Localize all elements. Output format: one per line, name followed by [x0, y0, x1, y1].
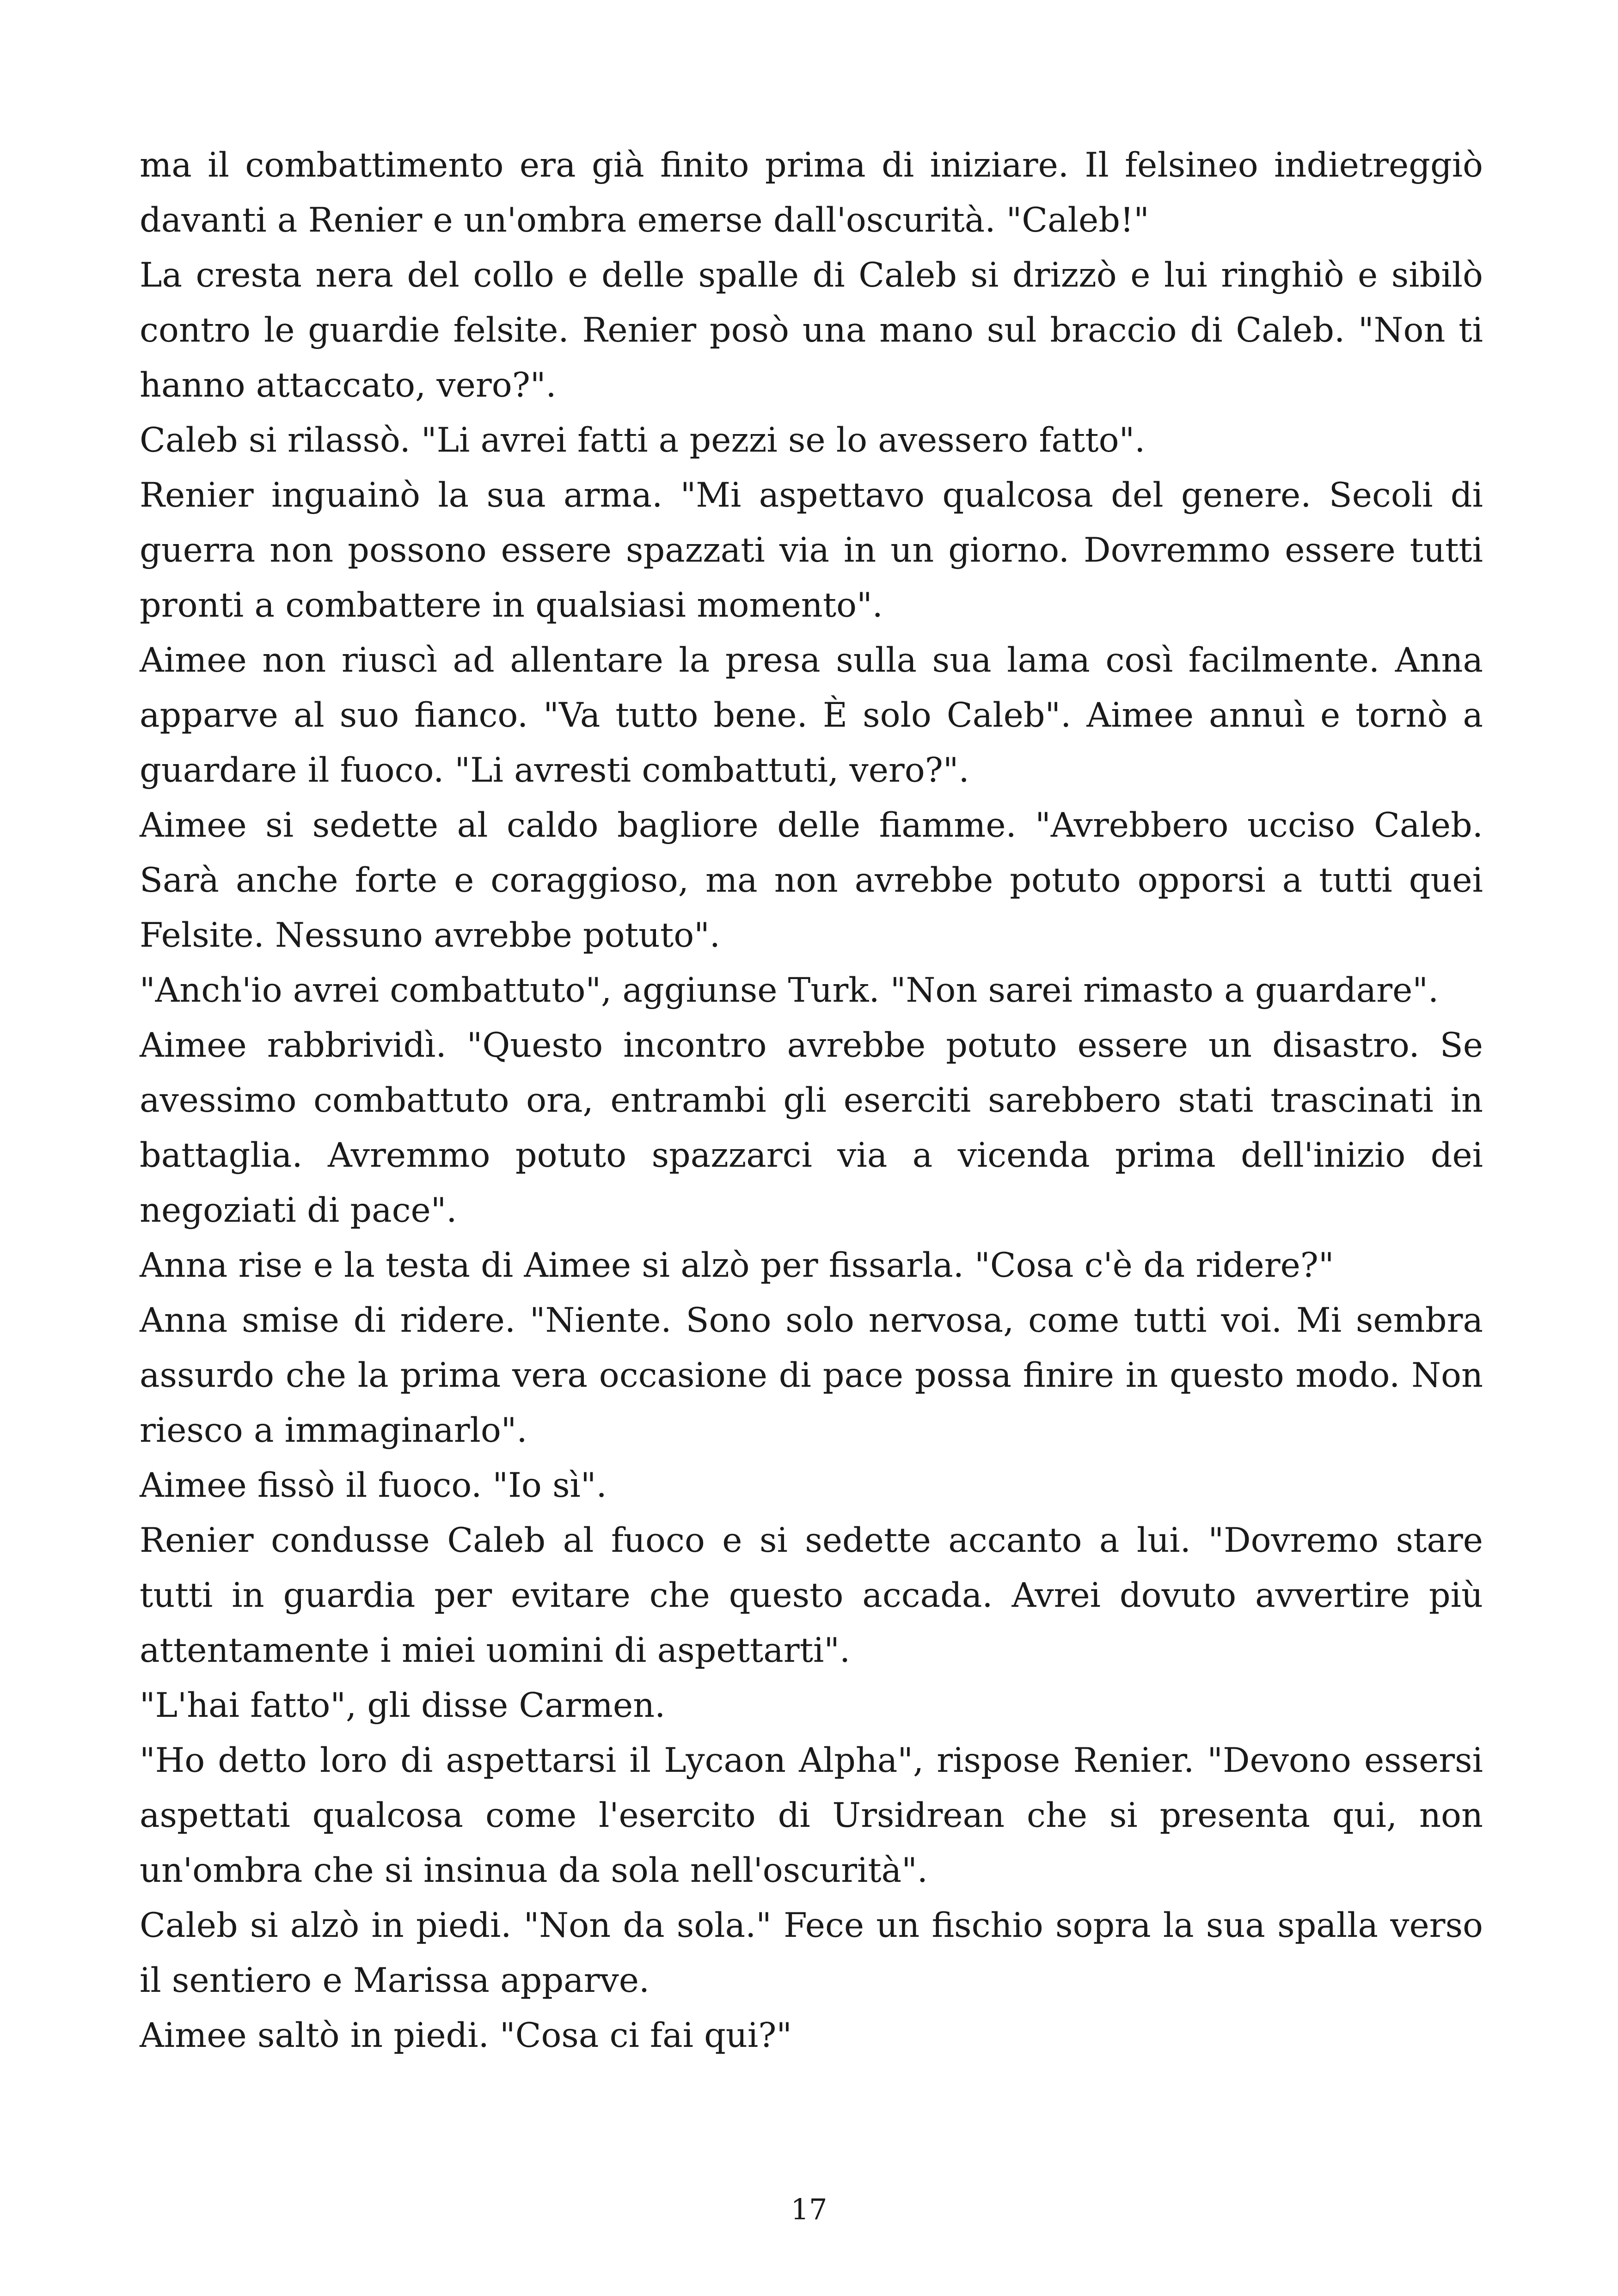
paragraph: Aimee si sedette al caldo bagliore delle fiamme. "Avrebbero ucciso Caleb. Sarà anche forte e coraggioso, ma non avrebbe potuto opporsi a tutti quei Felsite. Nessuno avrebbe potuto".: [140, 806, 1483, 955]
page-number: 17: [791, 2192, 827, 2226]
paragraph: Renier condusse Caleb al fuoco e si sedette accanto a lui. "Dovremo stare tutti in guardia per evitare che questo accada. Avrei dovuto avvertire più attentamente i miei uomini di aspettarti".: [140, 1521, 1483, 1670]
paragraph: Anna smise di ridere. "Niente. Sono solo nervosa, come tutti voi. Mi sembra assurdo che la prima vera occasione di pace possa finire in questo modo. Non riesco a immaginarlo".: [140, 1301, 1483, 1450]
paragraph: Aimee fissò il fuoco. "Io sì".: [140, 1466, 607, 1505]
paragraph: ma il combattimento era già finito prima di iniziare. Il felsineo indietreggiò davanti a Renier e un'ombra emerse dall'oscurità. "Caleb!": [140, 146, 1483, 240]
paragraph: "L'hai fatto", gli disse Carmen.: [140, 1686, 666, 1725]
paragraph: La cresta nera del collo e delle spalle di Caleb si drizzò e lui ringhiò e sibilò contro le guardie felsite. Renier posò una mano sul braccio di Caleb. "Non ti hanno attaccato, vero?".: [140, 256, 1483, 405]
paragraph: "Ho detto loro di aspettarsi il Lycaon Alpha", rispose Renier. "Devono essersi aspettati qualcosa come l'esercito di Ursidrean che si presenta qui, non un'ombra che si insinua da sola nell'oscurità".: [140, 1741, 1483, 1890]
paragraph: "Anch'io avrei combattuto", aggiunse Turk. "Non sarei rimasto a guardare".: [140, 971, 1439, 1010]
paragraph: Renier inguainò la sua arma. "Mi aspettavo qualcosa del genere. Secoli di guerra non possono essere spazzati via in un giorno. Dovremmo essere tutti pronti a combattere in qualsiasi momento".: [140, 476, 1483, 625]
paragraph: Caleb si alzò in piedi. "Non da sola." Fece un fischio sopra la sua spalla verso il sentiero e Marissa apparve.: [140, 1906, 1483, 2000]
paragraph: Aimee rabbrividì. "Questo incontro avrebbe potuto essere un disastro. Se avessimo combattuto ora, entrambi gli eserciti sarebbero stati trascinati in battaglia. Avremmo potuto spazzarci via a vicenda prima dell'inizio dei negoziati di pace".: [140, 1026, 1483, 1230]
paragraph: Caleb si rilassò. "Li avrei fatti a pezzi se lo avessero fatto".: [140, 421, 1146, 460]
paragraph: Anna rise e la testa di Aimee si alzò per fissarla. "Cosa c'è da ridere?": [140, 1246, 1334, 1285]
paragraph: Aimee non riuscì ad allentare la presa sulla sua lama così facilmente. Anna apparve al suo fianco. "Va tutto bene. È solo Caleb". Aimee annuì e tornò a guardare il fuoco. "Li avresti combattuti, vero?".: [140, 641, 1483, 790]
paragraph: Aimee saltò in piedi. "Cosa ci fai qui?": [140, 2016, 792, 2055]
body-text: [140, 138, 1483, 2063]
